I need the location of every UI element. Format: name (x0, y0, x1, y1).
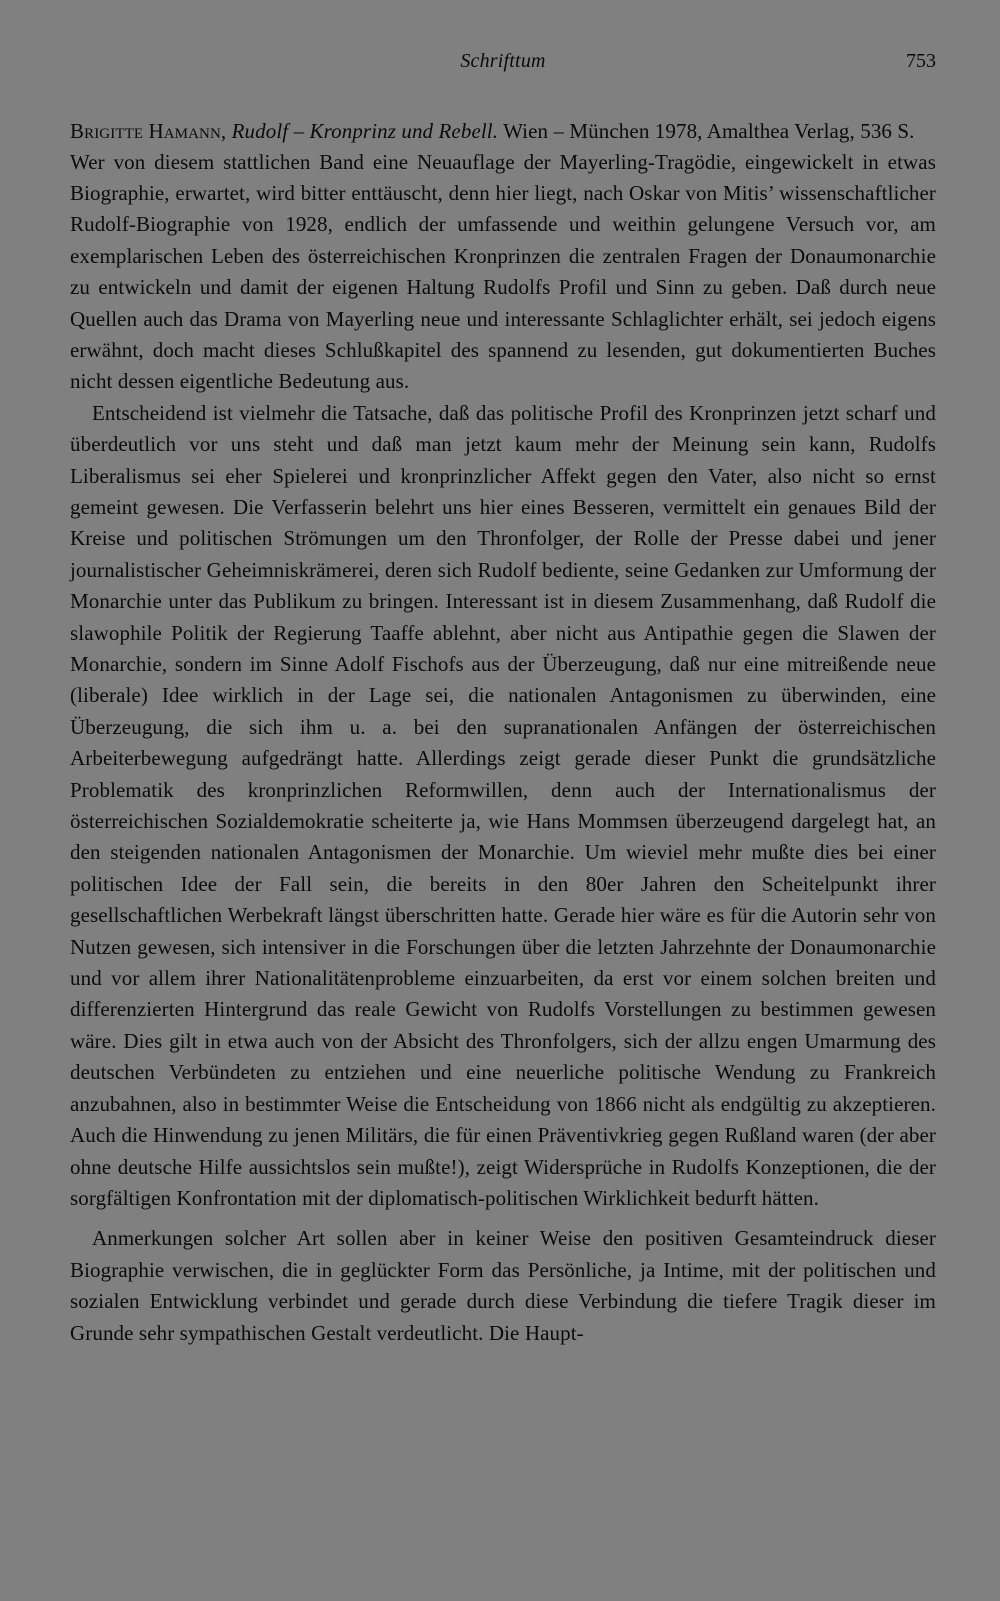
citation-title: Rudolf – Kronprinz und Rebell. (231, 119, 499, 143)
book-citation (70, 116, 936, 147)
citation-author: Brigitte Hamann, (70, 119, 227, 143)
paragraph-1: Wer von diesem stattlichen Band eine Neuauflage der Mayerling-Tragödie, eingewickelt in etwas Biographie, erwartet, wird bitter enttäuscht, denn hier liegt, nach Oskar von Mitis’ wissenschaftlicher Rudolf-Biographie von 1928, endlich der umfassende und weithin gelungene Versuch vor, am exemplarischen Leben des österreichischen Kronprinzen die zentralen Fragen der Donaumonarchie zu entwickeln und damit der eigenen Haltung Rudolfs Profil und Sinn zu geben. Daß durch neue Quellen auch das Drama von Mayerling neue und interessante Schlaglichter erhält, sei jedoch eigens erwähnt, doch macht dieses Schlußkapitel des spannend zu lesenden, gut dokumentierten Buches nicht dessen eigentliche Bedeutung aus. (70, 149, 936, 394)
paragraph-2: Entscheidend ist vielmehr die Tatsache, daß das politische Profil des Kronprinzen jetzt scharf und überdeutlich vor uns steht und daß man jetzt kaum mehr der Meinung sein kann, Rudolfs Liberalismus sei eher Spielerei und kronprinzlicher Affekt gegen den Vater, also nicht so ernst gemeint gewesen. Die Verfasserin belehrt uns hier eines Besseren, vermittelt ein genaues Bild der Kreise und politischen Strömungen um den Thronfolger, der Rolle der Presse dabei und jener journalistischer Geheimniskrämerei, deren sich Rudolf bediente, seine Gedanken zur Umformung der Monarchie unter das Publikum zu bringen. Interessant ist in diesem Zusammenhang, daß Rudolf die slawophile Politik der Regierung Taaffe ablehnt, aber nicht aus Antipathie gegen die Slawen der Monarchie, sondern im Sinne Adolf Fischofs aus der Überzeugung, daß nur eine mitreißende neue (liberale) Idee wirklich in der Lage sei, die nationalen Antagonismen zu überwinden, eine Überzeugung, die sich ihm u. a. bei den supranationalen Anfängen der österreichischen Arbeiterbewegung aufgedrängt hatte. Allerdings zeigt gerade dieser Punkt die grundsätzliche Problematik des kronprinzlichen Reformwillen, denn auch der Internationalismus der österreichischen Sozialdemokratie scheiterte ja, wie Hans Mommsen überzeugend dargelegt hat, an den steigenden nationalen Antagonismen der Monarchie. Um wieviel mehr mußte dies bei einer politischen Idee der Fall sein, die bereits in den 80er Jahren den Scheitelpunkt ihrer gesellschaftlichen Werbekraft längst überschritten hatte. Gerade hier wäre es für die Autorin sehr von Nutzen gewesen, sich intensiver in die Forschungen über die letzten Jahrzehnte der Donaumonarchie und vor allem ihrer Nationalitätenprobleme einzuarbeiten, da erst vor einem solchen breiten und differenzierten Hintergrund das reale Gewicht von Rudolfs Vorstellungen zu bestimmen gewesen wäre. Dies gilt in etwa auch von der Absicht des Thronfolgers, sich der allzu engen Umarmung des deutschen Verbündeten zu entziehen und eine neuerliche politische Wendung zu Frankreich anzubahnen, also in bestimmter Weise die Entscheidung von 1866 nicht als endgültig zu akzeptieren. Auch die Hinwendung zu jenen Militärs, die für einen Präventivkrieg gegen Rußland waren (der aber ohne deutsche Hilfe aussichtslos sein mußte!), zeigt Widersprüche in Rudolfs Konzeptionen, die der sorgfältigen Konfrontation mit der diplomatisch-politischen Wirklichkeit bedurft hätten. (70, 400, 936, 1210)
running-head (70, 50, 936, 80)
review-text (70, 116, 936, 1349)
running-title: Schrifttum (460, 50, 546, 72)
page-number: 753 (906, 50, 936, 72)
paragraph-3: Anmerkungen solcher Art sollen aber in keiner Weise den positiven Gesamteindruck dieser Biographie verwischen, die in geglückter Form das Persönliche, ja Intime, mit der politischen und sozialen Entwicklung verbindet und gerade durch diese Verbindung die tiefere Tragik dieser im Grunde sehr sympathischen Gestalt verdeutlicht. Die Haupt- (70, 1226, 936, 1345)
citation-details: Wien – München 1978, Amalthea Verlag, 536 S. (503, 119, 915, 143)
